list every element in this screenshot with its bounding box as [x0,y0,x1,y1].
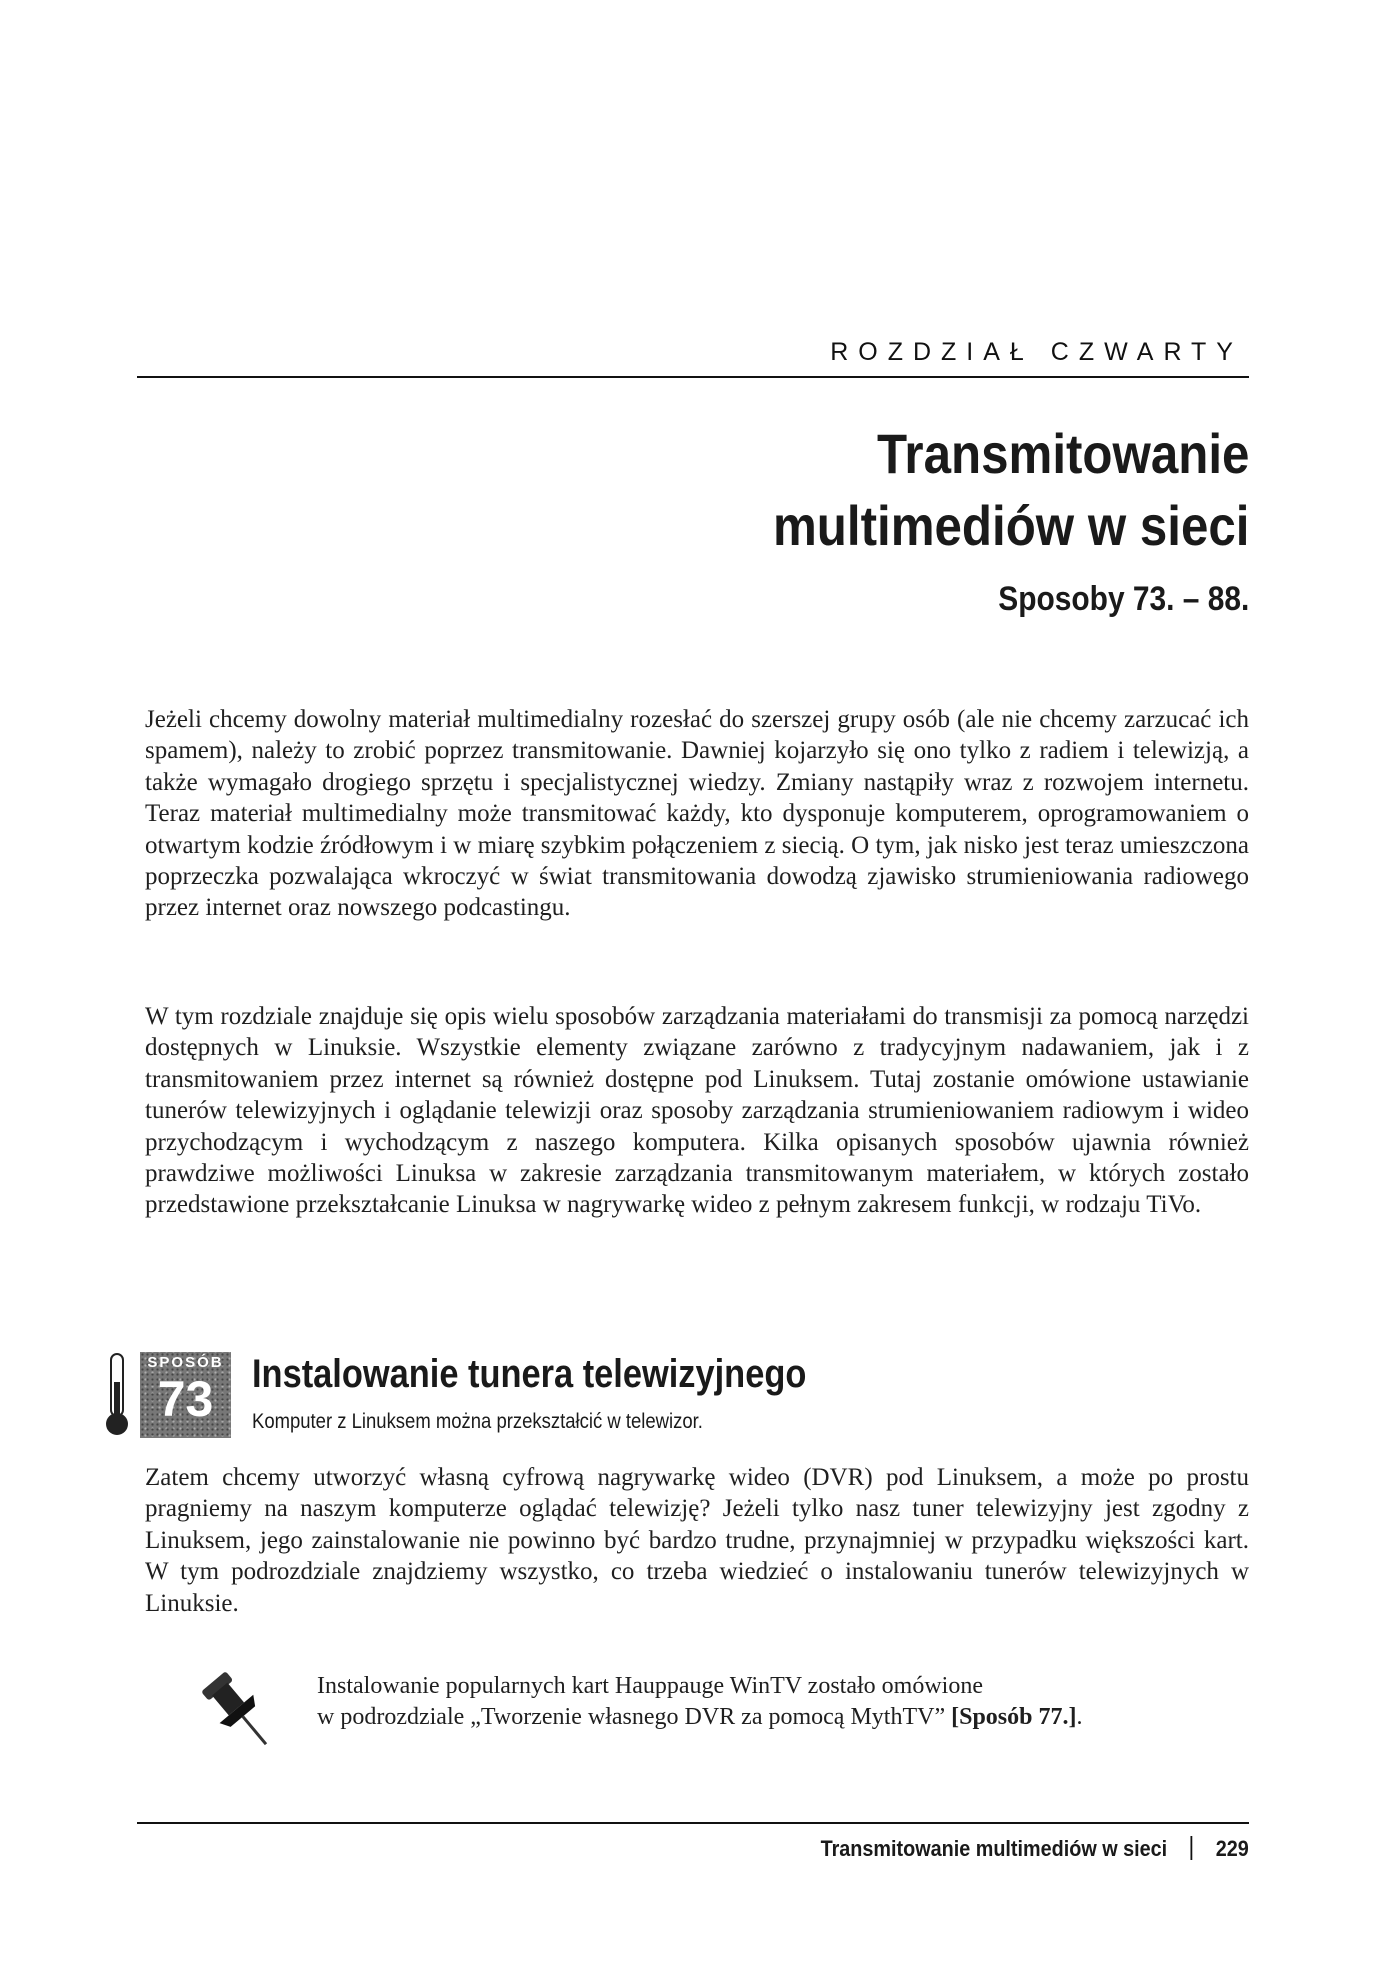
note-line-2 [317,1702,1257,1733]
note-line-2-text: w podrozdziale „Tworzenie własnego DVR za pomocą MythTV” [317,1704,952,1730]
note-end: . [1076,1704,1083,1730]
footer-title: Transmitowanie multimediów w sieci [820,1836,1168,1861]
intro-paragraph-1: Jeżeli chcemy dowolny materiał multimedialny rozesłać do szerszej grupy osób (ale nie chcemy zarzucać ich spamem), należy to zrobić poprzez transmitowanie. Dawniej kojarzyło się ono tylko z radiem i telewizją, a także wymagało drogiego sprzętu i specjalistycznej wiedzy. Zmiany nastąpiły wraz z rozwojem internetu. Teraz materiał multimedialny może transmitować każdy, kto dysponuje komputerem, oprogramowaniem o otwartym kodzie źródłowym i w miarę szybkim połączeniem z siecią. O tym, jak nisko jest teraz umieszczona poprzeczka pozwalająca wkroczyć w świat transmitowania dowodzą zjawisko strumieniowania radiowego przez internet oraz nowszego podcastingu. [145,706,1249,922]
note-line-1: Instalowanie popularnych kart Hauppauge WinTV zostało omówione [317,1673,983,1699]
intro-paragraph-2: W tym rozdziale znajduje się opis wielu sposobów zarządzania materiałami do transmisji za pomocą narzędzi dostępnych w Linuksie. Wszystkie elementy związane zarówno z tradycyjnym nadawaniem, jak i z transmitowaniem przez internet są również dostępne pod Linuksem. Tutaj zostanie omówione ustawianie tunerów telewizyjnych i oglądanie telewizji oraz sposoby zarządzania strumieniowaniem radiowym i wideo przychodzącym i wychodzącym z naszego komputera. Kilka opisanych sposobów ujawnia również prawdziwe możliwości Linuksa w zakresie zarządzania transmitowanym materiałem, w których zostało przedstawione przekształcanie Linuksa w nagrywarkę wideo z pełnym zakresem funkcji, w rodzaju TiVo. [145,1003,1249,1219]
bottom-divider [137,1822,1249,1824]
hack-title: Instalowanie tunera telewizyjnego [252,1352,807,1396]
pushpin-icon [193,1666,285,1758]
footer-separator [1191,1836,1193,1860]
hack-description: Komputer z Linuksem można przekształcić w telewizor. [252,1410,703,1433]
chapter-title-line-2: multimediów w sieci [772,494,1249,557]
note-text [317,1671,1257,1733]
hack-badge [140,1352,231,1438]
note-reference: [Sposób 77.] [951,1704,1077,1730]
chapter-title-line-1: Transmitowanie [876,422,1249,485]
chapter-label: ROZDZIAŁ CZWARTY [830,338,1243,366]
thermometer-icon [104,1352,130,1438]
page-number: 229 [1215,1836,1249,1861]
top-divider [137,376,1249,378]
chapter-subtitle: Sposoby 73. – 88. [997,580,1249,618]
hack-number: 73 [157,1371,214,1427]
hack-badge-label: SPOSÓB [147,1354,224,1371]
hack-body: Zatem chcemy utworzyć własną cyfrową nagrywarkę wideo (DVR) pod Linuksem, a może po prostu pragniemy na naszym komputerze oglądać telewizję? Jeżeli tylko nasz tuner telewizyjny jest zgodny z Linuksem, jego zainstalowanie nie powinno być bardzo trudne, przynajmniej w przypadku większości kart. W tym podrozdziale znajdziemy wszystko, co trzeba wiedzieć o instalowaniu tunerów telewizyjnych w Linuksie. [145,1464,1249,1617]
chapter-title [773,418,1249,562]
page-footer [821,1836,1249,1862]
